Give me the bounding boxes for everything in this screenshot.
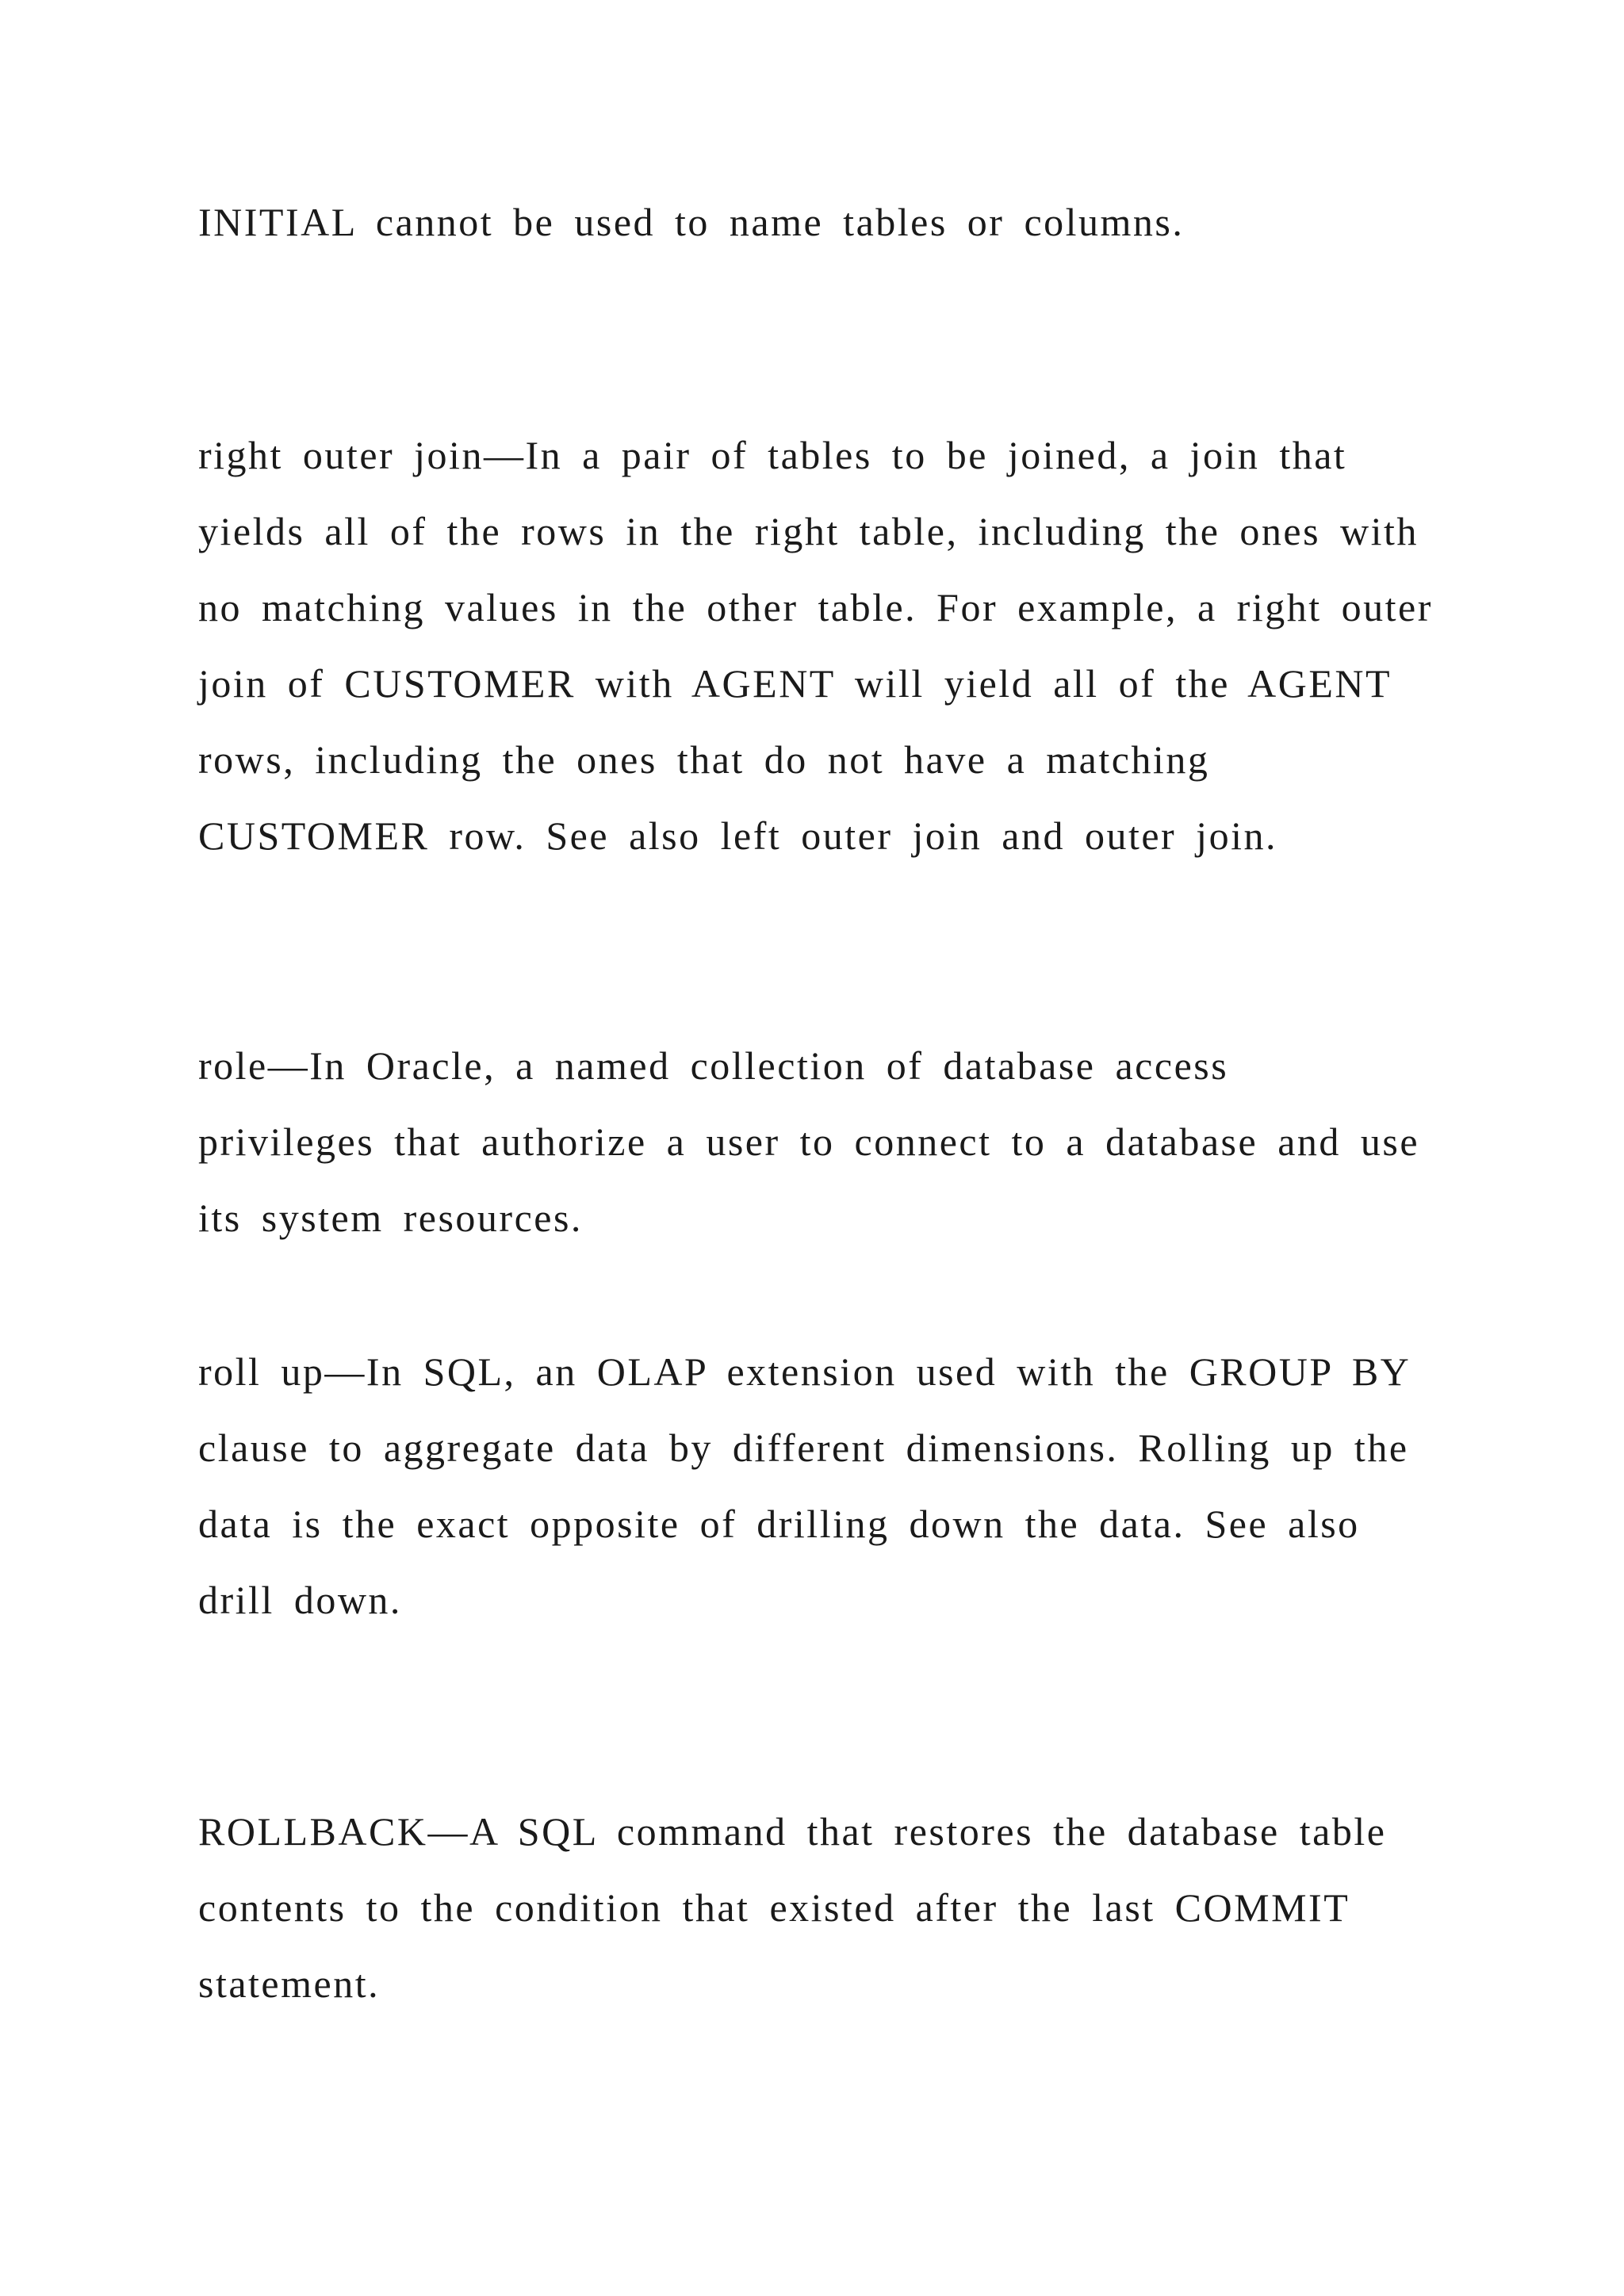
text-line: statement. [198, 1961, 381, 2006]
text-line: INITIAL cannot be used to name tables or columns. [198, 200, 1185, 244]
glossary-entry-right-outer-join [198, 417, 1546, 874]
text-line: CUSTOMER row. See also left outer join and outer join. [198, 813, 1277, 858]
text-line: drill down. [198, 1578, 402, 1622]
text-line: clause to aggregate data by different dimensions. Rolling up the [198, 1425, 1409, 1470]
glossary-entry-initial-continued [198, 184, 1546, 260]
text-line: contents to the condition that existed after the last COMMIT [198, 1885, 1350, 1930]
text-line: role—In Oracle, a named collection of database access [198, 1043, 1229, 1088]
glossary-entry-role [198, 1027, 1546, 1256]
glossary-entry-rollback [198, 1793, 1546, 2022]
text-line: its system resources. [198, 1196, 583, 1240]
text-line: ROLLBACK—A SQL command that restores the database table [198, 1809, 1387, 1854]
glossary-entry-roll-up [198, 1334, 1546, 1638]
text-line: rows, including the ones that do not have a matching [198, 737, 1210, 782]
text-line: privileges that authorize a user to connect to a database and use [198, 1119, 1420, 1164]
text-line: join of CUSTOMER with AGENT will yield all of the AGENT [198, 661, 1392, 706]
text-line: data is the exact opposite of drilling down the data. See also [198, 1502, 1360, 1546]
text-line: yields all of the rows in the right table, including the ones with [198, 509, 1419, 553]
text-line: roll up—In SQL, an OLAP extension used with the GROUP BY [198, 1349, 1411, 1394]
text-line: right outer join—In a pair of tables to be joined, a join that [198, 433, 1347, 477]
text-line: no matching values in the other table. For example, a right outer [198, 585, 1433, 629]
